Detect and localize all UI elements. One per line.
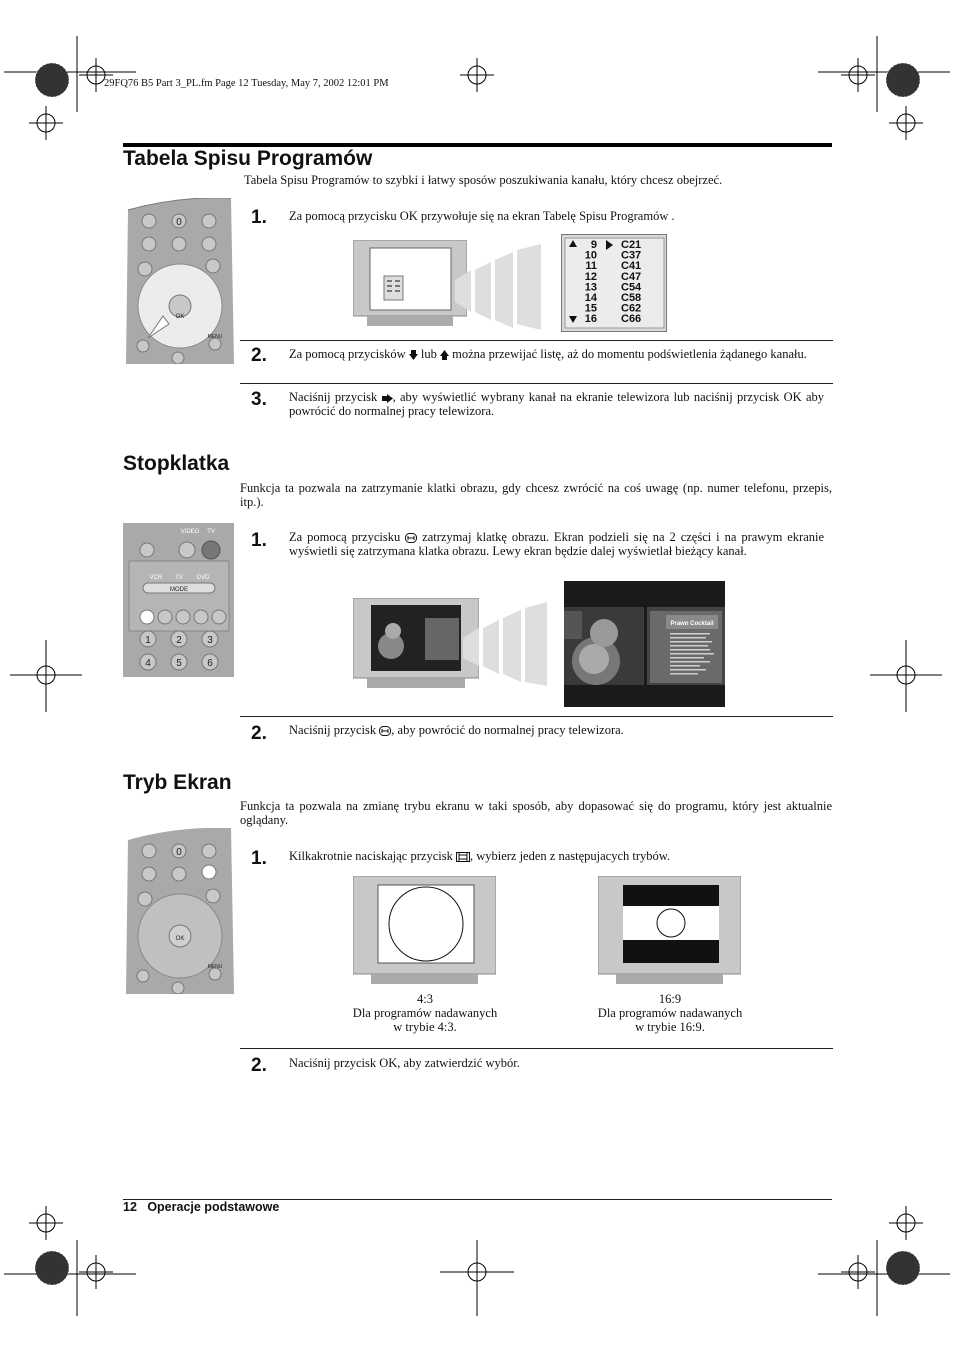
section-intro: Tabela Spisu Programów to szybki i łatwy sposów poszukiwania kanału, który chcesz obejrzeć.: [244, 173, 723, 187]
remote-ok-label: OK: [175, 314, 185, 320]
remote-menu-label: MENU: [207, 964, 223, 970]
step-text: Naciśnij przycisk OK, aby zatwierdzić wybór.: [289, 1056, 520, 1070]
step-number: 2.: [251, 345, 267, 366]
program-number: 16: [584, 313, 597, 326]
section-title-freeze: Stopklatka: [123, 452, 230, 475]
step-number: 1.: [251, 207, 267, 228]
program-channel: C54: [621, 281, 642, 294]
remote-control-image: [123, 198, 234, 364]
section-intro: Funkcja ta pozwala na zmianę trybu ekranu w taki sposób, aby dopasować się do programu, który jest aktualnie oglądany.: [240, 799, 832, 827]
step-text: Za pomocą przycisku OK przywołuje się na ekran Tabelę Spisu Programów .: [289, 209, 675, 223]
remote-digit-label: 4: [145, 658, 151, 669]
remote-digit-label: 6: [207, 658, 213, 669]
step-divider: [240, 340, 833, 341]
tv-4-3-image: [353, 876, 496, 984]
tv-16-9-image: [598, 876, 741, 984]
remote-control-image: [123, 523, 234, 677]
remote-ok-label: OK: [175, 936, 185, 942]
zoom-effect-image: [455, 240, 545, 330]
page-footer: 12 Operacje podstawowe: [123, 1200, 280, 1214]
remote-dvd-label: DVD: [196, 575, 210, 581]
program-channel: C37: [621, 249, 642, 262]
step-divider: [240, 383, 833, 384]
remote-tv2-label: TV: [175, 575, 183, 581]
step-text: Za pomocą przycisków lub można przewijać listę, aż do momentu podświetlenia żądanego kanału.: [289, 347, 807, 361]
section-title-screen-mode: Tryb Ekran: [123, 771, 232, 794]
step-number: 2.: [251, 1055, 267, 1076]
program-list-image: [561, 234, 667, 332]
screen-format-icon: [456, 852, 470, 862]
section-intro: Funkcja ta pozwala na zatrzymanie klatki obrazu, gdy chcesz zwrócić na coś uwagę (np. numer telefonu, przepis, itp.).: [240, 481, 832, 509]
remote-digit-label: 3: [207, 635, 213, 646]
program-number: 15: [584, 302, 597, 315]
remote-zero-label: 0: [176, 847, 182, 858]
step-number: 1.: [251, 530, 267, 551]
step-text: Naciśnij przycisk , aby powrócić do normalnej pracy telewizora.: [289, 723, 624, 737]
step-number: 1.: [251, 848, 267, 869]
right-arrow-icon: [382, 394, 393, 403]
program-channel: C41: [621, 260, 642, 273]
program-number: 12: [584, 270, 597, 283]
remote-zero-label: 0: [176, 217, 182, 228]
remote-video-label: VIDEO: [180, 529, 200, 535]
step-text: Naciśnij przycisk , aby wyświetlić wybrany kanał na ekranie telewizora lub naciśnij przycisk OK aby powrócić do normalnej pracy telewizora.: [289, 390, 824, 418]
program-channel: C62: [621, 302, 642, 315]
remote-digit-label: 1: [145, 635, 151, 646]
remote-mode-label: MODE: [170, 587, 188, 593]
program-number: 10: [584, 249, 597, 262]
program-channel: C47: [621, 270, 642, 283]
remote-digit-label: 2: [176, 635, 182, 646]
step-text: Kilkakrotnie naciskając przycisk , wybierz jeden z następujacych trybów.: [289, 849, 671, 863]
caption-4-3: 4:3 Dla programów nadawanych w trybie 4:3.: [352, 992, 498, 1034]
caption-16-9: 16:9 Dla programów nadawanych w trybie 16:9.: [597, 992, 743, 1034]
program-number: 9: [590, 239, 597, 251]
program-channel: C21: [621, 239, 642, 251]
zoom-effect-image: [463, 598, 549, 688]
program-number: 11: [585, 260, 597, 273]
freeze-button-icon: [405, 533, 417, 543]
file-header: 29FQ76 B5 Part 3_PL.fm Page 12 Tuesday, May 7, 2002 12:01 PM: [104, 78, 389, 89]
remote-digit-label: 5: [176, 658, 182, 669]
recipe-title: Prawn Cocktail: [670, 621, 714, 627]
step-divider: [240, 1048, 833, 1049]
step-number: 3.: [251, 389, 267, 410]
tv-split-screen-image: [353, 598, 479, 688]
remote-tv-label: TV: [207, 529, 215, 535]
program-number: 14: [584, 292, 597, 304]
program-channel: C58: [621, 292, 642, 304]
program-number: 13: [584, 281, 597, 294]
section-title-program-table: Tabela Spisu Programów: [123, 147, 373, 170]
remote-control-image: [123, 828, 234, 994]
split-screen-zoom-image: [564, 581, 725, 707]
remote-menu-label: MENU: [207, 334, 223, 340]
program-channel: C66: [621, 313, 642, 326]
tv-set-image: [353, 240, 467, 326]
step-divider: [240, 716, 833, 717]
down-arrow-icon: [409, 350, 418, 360]
step-number: 2.: [251, 723, 267, 744]
up-arrow-icon: [440, 350, 449, 360]
remote-vcr-label: VCR: [149, 575, 163, 581]
freeze-button-icon: [379, 726, 391, 736]
step-text: Za pomocą przycisku zatrzymaj klatkę obrazu. Ekran podzieli się na 2 części i na prawym ekranie wyświetli się zatrzymana klatka obrazu. Lewy ekran będzie dalej wyświetlał bieżący kanał.: [289, 530, 825, 558]
